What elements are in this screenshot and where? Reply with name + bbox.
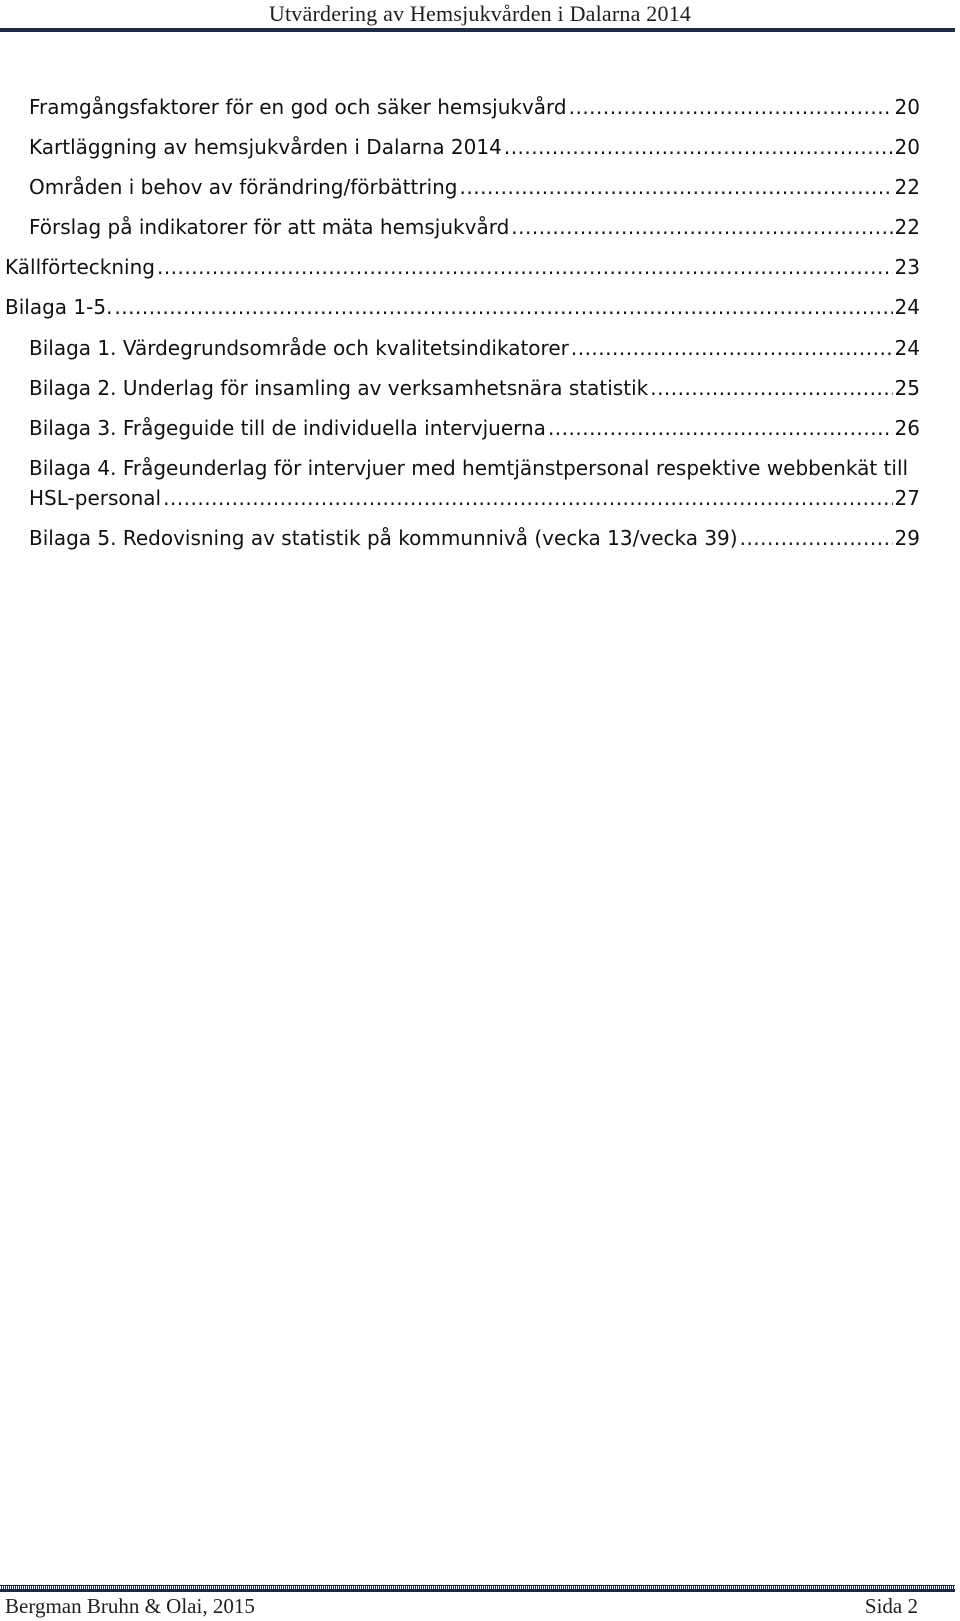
footer-authors: Bergman Bruhn & Olai, 2015 — [5, 1594, 255, 1618]
header-title: Utvärdering av Hemsjukvården i Dalarna 2014 — [268, 1, 692, 26]
toc-leader-dots — [157, 252, 893, 282]
toc-entry[interactable] — [29, 92, 920, 122]
toc-entry-page: 26 — [894, 416, 920, 440]
page-header — [0, 0, 960, 36]
toc-entry[interactable] — [29, 212, 920, 242]
toc-entry[interactable] — [29, 413, 920, 443]
toc-entry-page: 22 — [894, 215, 920, 239]
toc-leader-dots — [163, 483, 892, 513]
toc-entry-title: Bilaga 1-5. — [5, 295, 113, 319]
toc-entry-title: Bilaga 1. Värdegrundsområde och kvalitetsindikatorer — [29, 336, 569, 360]
footer-page-number: Sida 2 — [864, 1594, 918, 1618]
toc-entry-title: Framgångsfaktorer för en god och säker hemsjukvård — [29, 95, 567, 119]
toc-entry-page: 27 — [894, 486, 920, 510]
toc-entry-title-continued: HSL-personal — [29, 486, 162, 510]
header-rule — [0, 28, 955, 32]
toc-entry-first-line[interactable] — [29, 453, 920, 483]
toc-leader-dots — [569, 92, 893, 122]
toc-leader-dots — [504, 132, 893, 162]
toc-entry[interactable] — [29, 172, 920, 202]
toc-entry-page: 23 — [894, 255, 920, 279]
footer-rule — [0, 1585, 955, 1592]
toc-entry[interactable] — [29, 523, 920, 553]
toc-leader-dots — [114, 292, 892, 322]
toc-entry[interactable] — [5, 252, 920, 282]
page-footer — [0, 1592, 960, 1621]
toc-entry-title: Källförteckning — [5, 255, 155, 279]
toc-entry-title: Förslag på indikatorer för att mäta hemsjukvård — [29, 215, 510, 239]
toc-entry[interactable] — [29, 333, 920, 363]
toc-entry-page: 29 — [894, 526, 920, 550]
toc-entry-page: 20 — [894, 135, 920, 159]
toc-entry-title: Bilaga 4. Frågeunderlag för intervjuer med hemtjänstpersonal respektive webbenkät till — [29, 456, 909, 480]
toc-entry-page: 20 — [894, 95, 920, 119]
toc-leader-dots — [650, 373, 892, 403]
toc-entry-title: Områden i behov av förändring/förbättring — [29, 175, 458, 199]
toc-entry-page: 24 — [894, 295, 920, 319]
toc-entry-title: Bilaga 3. Frågeguide till de individuella intervjuerna — [29, 416, 546, 440]
toc-leader-dots — [460, 172, 893, 202]
toc-entry[interactable] — [29, 373, 920, 403]
toc-leader-dots — [740, 523, 893, 553]
toc-entry[interactable] — [29, 132, 920, 162]
toc-leader-dots — [571, 333, 893, 363]
toc-entry-title: Bilaga 5. Redovisning av statistik på kommunnivå (vecka 13/vecka 39) — [29, 526, 738, 550]
toc-entry[interactable] — [5, 292, 920, 322]
toc-entry[interactable] — [29, 483, 920, 513]
toc-leader-dots — [548, 413, 893, 443]
toc-leader-dots — [511, 212, 892, 242]
toc-entry-page: 25 — [894, 376, 920, 400]
toc-entry-title: Bilaga 2. Underlag för insamling av verksamhetsnära statistik — [29, 376, 649, 400]
toc-entry-page: 22 — [894, 175, 920, 199]
toc-entry-page: 24 — [894, 336, 920, 360]
toc-entry-title: Kartläggning av hemsjukvården i Dalarna 2014 — [29, 135, 502, 159]
